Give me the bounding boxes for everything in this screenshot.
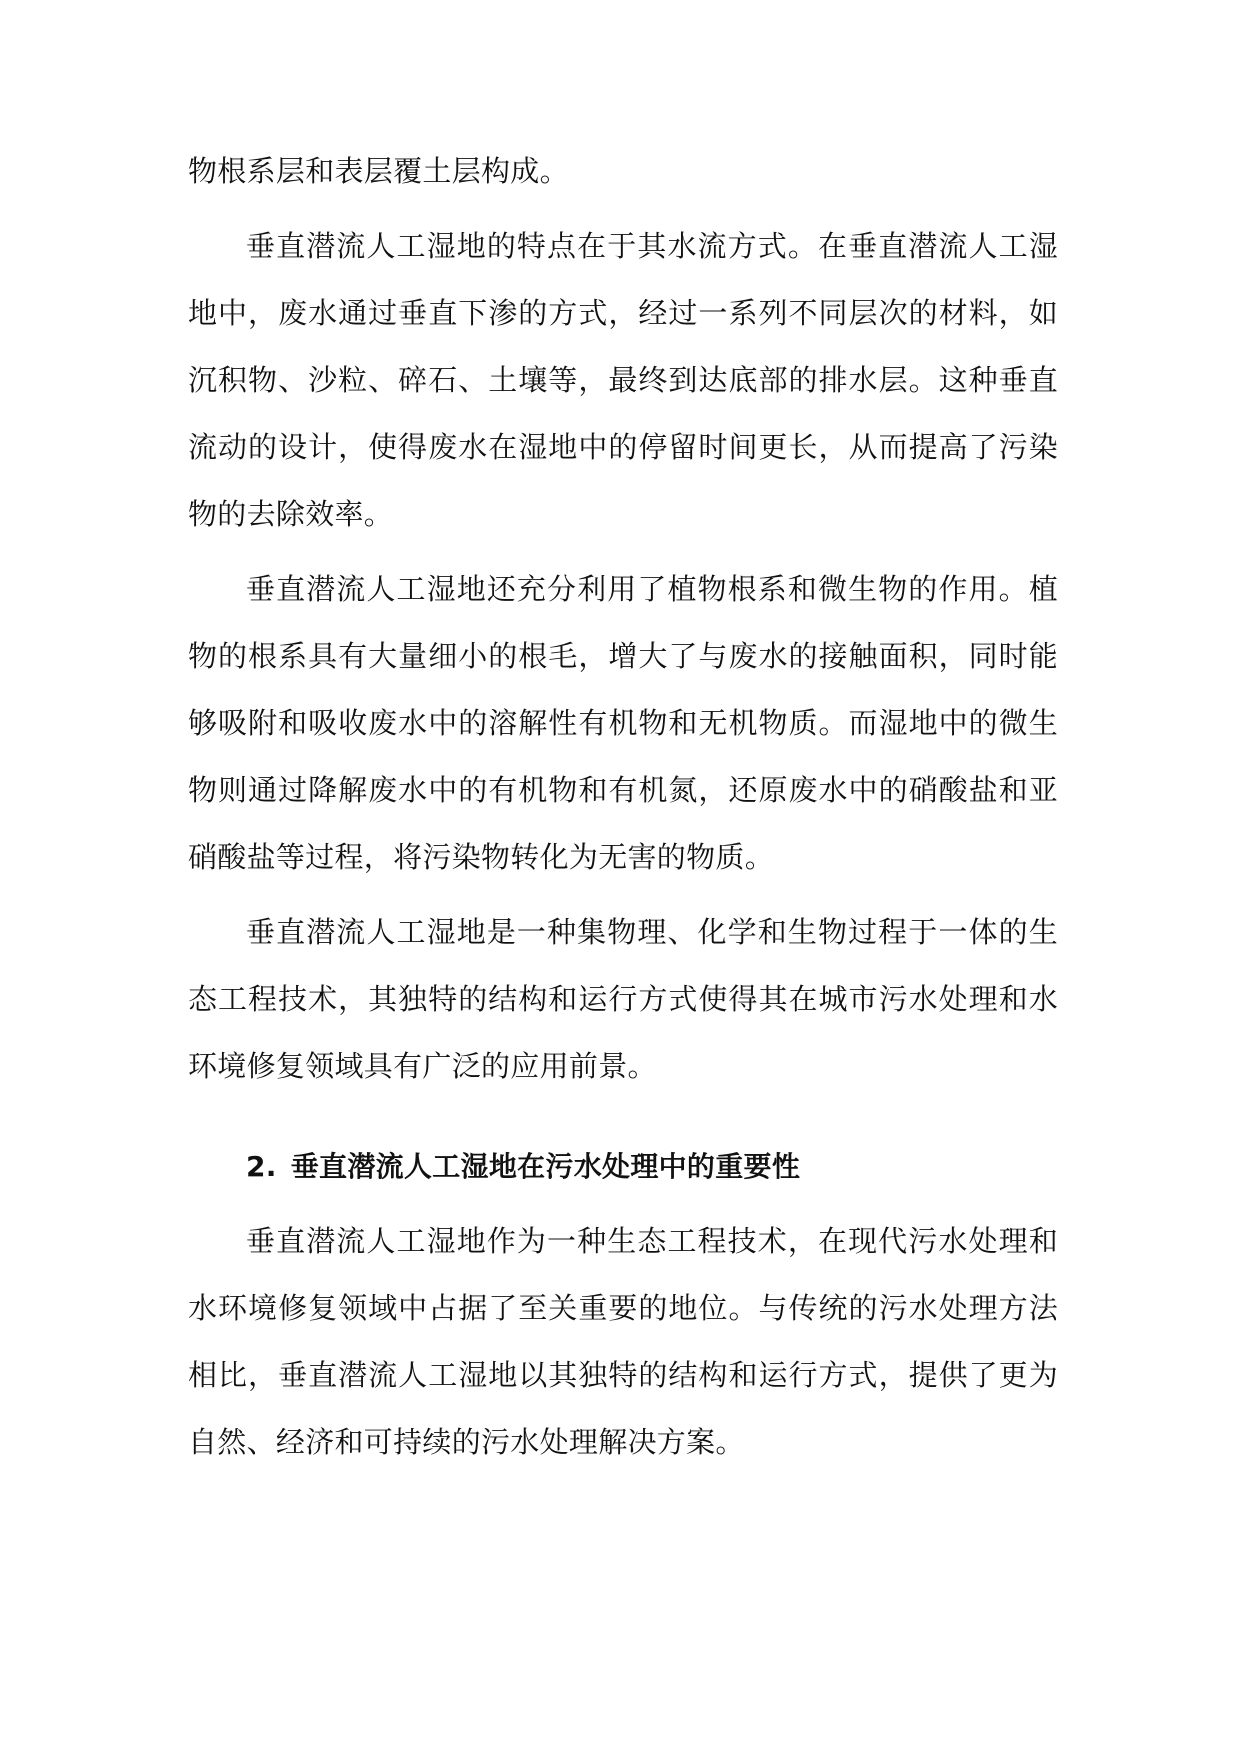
paragraph-flow-characteristics: 垂直潜流人工湿地的特点在于其水流方式。在垂直潜流人工湿地中，废水通过垂直下渗的方式，经过一系列不同层次的材料，如沉积物、沙粒、碎石、土壤等，最终到达底部的排水层。这种垂直流动的设计，使得废水在湿地中的停留时间更长，从而提高了污染物的去除效率。 (188, 229, 1058, 531)
paragraph-importance: 垂直潜流人工湿地作为一种生态工程技术，在现代污水处理和水环境修复领域中占据了至关重要的地位。与传统的污水处理方法相比，垂直潜流人工湿地以其独特的结构和运行方式，提供了更为自然、经济和可持续的污水处理解决方案。 (188, 1224, 1058, 1459)
paragraph-roots-microbes: 垂直潜流人工湿地还充分利用了植物根系和微生物的作用。植物的根系具有大量细小的根毛，增大了与废水的接触面积，同时能够吸附和吸收废水中的溶解性有机物和无机物质。而湿地中的微生物则通过降解废水中的有机物和有机氮，还原废水中的硝酸盐和亚硝酸盐等过程，将污染物转化为无害的物质。 (188, 572, 1058, 874)
document-body (188, 138, 1058, 1484)
section-title: 垂直潜流人工湿地在污水处理中的重要性 (290, 1150, 801, 1183)
section-heading (188, 1133, 1058, 1200)
paragraph-summary: 垂直潜流人工湿地是一种集物理、化学和生物过程于一体的生态工程技术，其独特的结构和运行方式使得其在城市污水处理和水环境修复领域具有广泛的应用前景。 (188, 915, 1058, 1083)
paragraph-continuation: 物根系层和表层覆土层构成。 (188, 154, 569, 188)
section-number: 2. (246, 1150, 277, 1183)
